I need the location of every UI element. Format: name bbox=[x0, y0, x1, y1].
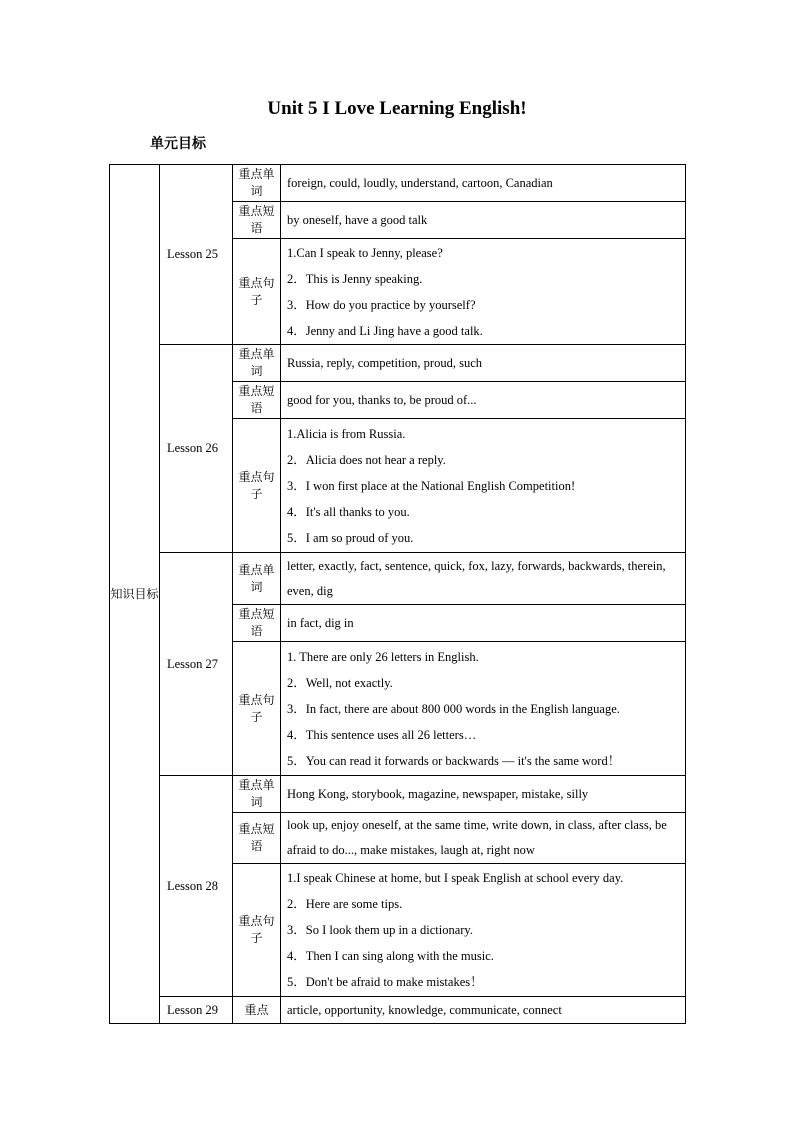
section-heading: 单元目标 bbox=[150, 136, 206, 152]
table-row bbox=[110, 776, 686, 813]
lesson-26-phrases: good for you, thanks to, be proud of... bbox=[281, 382, 686, 419]
key-phrases-label: 重点短语 bbox=[233, 382, 281, 419]
table-row bbox=[110, 165, 686, 202]
lesson-27-cell: Lesson 27 bbox=[160, 553, 233, 776]
sentence: 5．You can read it forwards or backwards — it's the same word！ bbox=[287, 753, 621, 768]
page-title: Unit 5 I Love Learning English! bbox=[267, 98, 527, 119]
key-phrases-label: 重点短语 bbox=[233, 202, 281, 239]
lesson-29-words: article, opportunity, knowledge, communicate, connect bbox=[281, 997, 686, 1024]
lesson-27-sentences bbox=[281, 642, 686, 776]
sentence: 2．This is Jenny speaking. bbox=[287, 271, 423, 286]
sentence: 3．In fact, there are about 800 000 words in the English language. bbox=[287, 701, 620, 716]
lesson-25-words: foreign, could, loudly, understand, cartoon, Canadian bbox=[281, 165, 686, 202]
key-sentences-label: 重点句子 bbox=[233, 239, 281, 345]
lesson-28-cell: Lesson 28 bbox=[160, 776, 233, 997]
key-label: 重点 bbox=[233, 997, 281, 1024]
sentence: 5．Don't be afraid to make mistakes！ bbox=[287, 975, 483, 989]
table-row bbox=[110, 345, 686, 382]
key-sentences-label: 重点句子 bbox=[233, 642, 281, 776]
key-sentences-label: 重点句子 bbox=[233, 419, 281, 553]
sentence: 1. There are only 26 letters in English. bbox=[287, 649, 479, 664]
knowledge-label-cell: 知识目标 bbox=[110, 165, 160, 1024]
lesson-26-words: Russia, reply, competition, proud, such bbox=[281, 345, 686, 382]
lesson-28-sentences bbox=[281, 864, 686, 997]
sentence: 4．It's all thanks to you. bbox=[287, 504, 410, 519]
lesson-27-phrases: in fact, dig in bbox=[281, 605, 686, 642]
sentence: 2．Here are some tips. bbox=[287, 897, 403, 911]
lesson-29-cell: Lesson 29 bbox=[160, 997, 233, 1024]
key-phrases-label: 重点短语 bbox=[233, 605, 281, 642]
table-row bbox=[110, 553, 686, 605]
sentence: 3．How do you practice by yourself? bbox=[287, 297, 476, 312]
sentence: 3．So I look them up in a dictionary. bbox=[287, 923, 473, 937]
key-words-label: 重点单词 bbox=[233, 345, 281, 382]
sentence: 4．This sentence uses all 26 letters… bbox=[287, 727, 477, 742]
lesson-25-phrases: by oneself, have a good talk bbox=[281, 202, 686, 239]
table-row bbox=[110, 997, 686, 1024]
sentence: 4．Then I can sing along with the music. bbox=[287, 949, 494, 963]
sentence: 2．Well, not exactly. bbox=[287, 675, 393, 690]
key-phrases-label: 重点短语 bbox=[233, 813, 281, 864]
lesson-26-sentences bbox=[281, 419, 686, 553]
lesson-25-cell: Lesson 25 bbox=[160, 165, 233, 345]
lesson-28-words: Hong Kong, storybook, magazine, newspaper, mistake, silly bbox=[281, 776, 686, 813]
lesson-28-phrases: look up, enjoy oneself, at the same time, write down, in class, after class, be afraid to do..., make mistakes, laugh at, right now bbox=[281, 813, 686, 864]
key-words-label: 重点单词 bbox=[233, 553, 281, 605]
sentence: 5．I am so proud of you. bbox=[287, 530, 414, 545]
sentence: 1.Alicia is from Russia. bbox=[287, 426, 406, 441]
sentence: 1.Can I speak to Jenny, please? bbox=[287, 245, 443, 260]
key-sentences-label: 重点句子 bbox=[233, 864, 281, 997]
key-words-label: 重点单词 bbox=[233, 776, 281, 813]
sentence: 2．Alicia does not hear a reply. bbox=[287, 452, 446, 467]
lesson-27-words: letter, exactly, fact, sentence, quick, fox, lazy, forwards, backwards, therein, even, dig bbox=[281, 553, 686, 605]
lesson-25-sentences bbox=[281, 239, 686, 345]
sentence: 1.I speak Chinese at home, but I speak English at school every day. bbox=[287, 871, 624, 885]
key-words-label: 重点单词 bbox=[233, 165, 281, 202]
sentence: 4．Jenny and Li Jing have a good talk. bbox=[287, 323, 483, 338]
objectives-table bbox=[109, 164, 686, 1024]
sentence: 3．I won first place at the National English Competition! bbox=[287, 478, 576, 493]
lesson-26-cell: Lesson 26 bbox=[160, 345, 233, 553]
